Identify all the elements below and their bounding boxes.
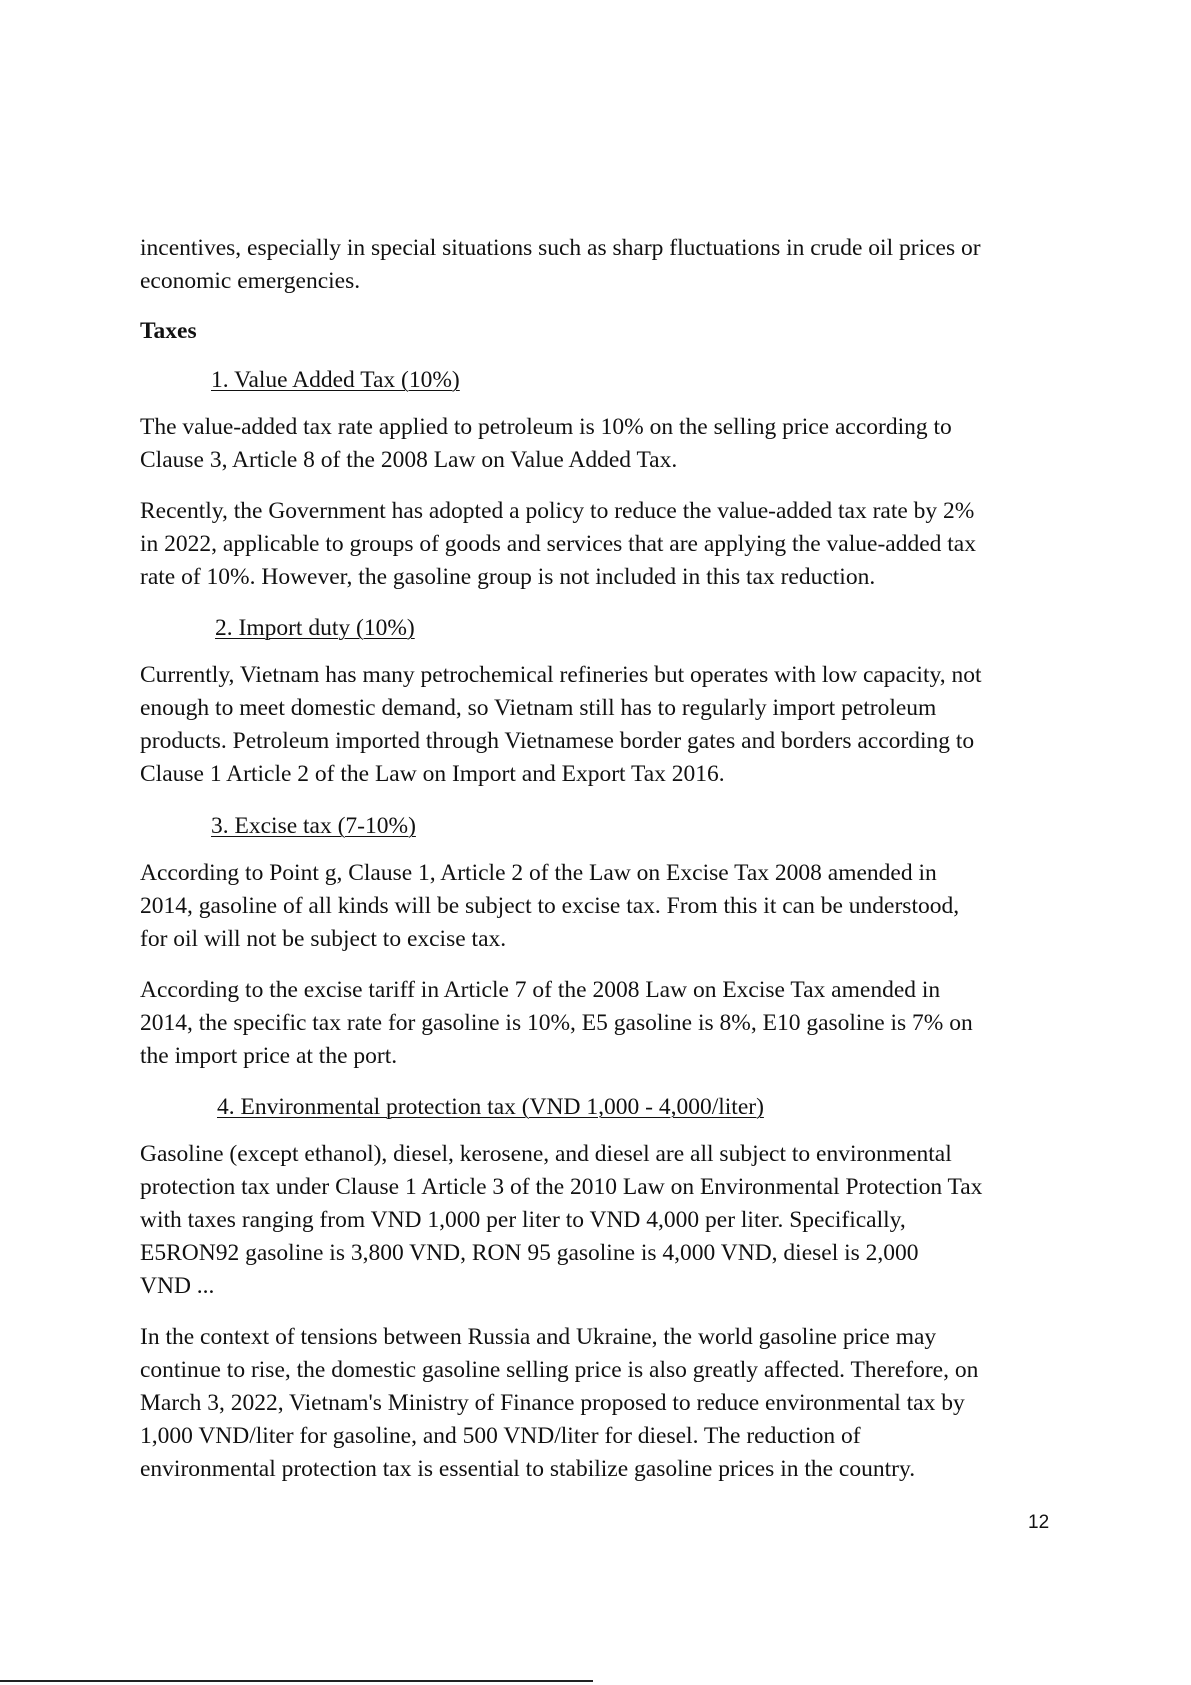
text-line: In the context of tensions between Russia and Ukraine, the world gasoline price may <box>140 1324 937 1350</box>
text-line: 1,000 VND/liter for gasoline, and 500 VND/liter for diesel. The reduction of <box>140 1423 861 1449</box>
text-line: Gasoline (except ethanol), diesel, kerosene, and diesel are all subject to environmental <box>140 1141 952 1167</box>
text-line: continue to rise, the domestic gasoline selling price is also greatly affected. Therefore, on <box>140 1357 979 1383</box>
text-line: incentives, especially in special situations such as sharp fluctuations in crude oil prices or <box>140 235 981 261</box>
subsection-heading-excise-tax: 3. Excise tax (7-10%) <box>211 813 416 839</box>
paragraph-import-duty <box>140 659 1070 791</box>
text-line: enough to meet domestic demand, so Vietnam still has to regularly import petroleum <box>140 695 937 721</box>
page-number: 12 <box>1028 1512 1050 1533</box>
text-line: The value-added tax rate applied to petroleum is 10% on the selling price according to <box>140 414 952 440</box>
text-line: environmental protection tax is essential to stabilize gasoline prices in the country. <box>140 1456 916 1482</box>
text-line: Clause 1 Article 2 of the Law on Import and Export Tax 2016. <box>140 761 725 787</box>
text-line: According to the excise tariff in Article 7 of the 2008 Law on Excise Tax amended in <box>140 977 941 1003</box>
subsection-heading-environmental-tax: 4. Environmental protection tax (VND 1,000 - 4,000/liter) <box>217 1094 764 1120</box>
text-line: According to Point g, Clause 1, Article 2 of the Law on Excise Tax 2008 amended in <box>140 860 937 886</box>
footer-divider <box>0 1680 593 1682</box>
text-line: in 2022, applicable to groups of goods and services that are applying the value-added tax <box>140 531 976 557</box>
section-title: Taxes <box>140 318 197 344</box>
paragraph-vat-rate <box>140 411 1070 477</box>
text-line: with taxes ranging from VND 1,000 per liter to VND 4,000 per liter. Specifically, <box>140 1207 906 1233</box>
text-line: products. Petroleum imported through Vietnamese border gates and borders according to <box>140 728 975 754</box>
intro-paragraph <box>140 232 1070 298</box>
text-line: rate of 10%. However, the gasoline group is not included in this tax reduction. <box>140 564 876 590</box>
paragraph-environmental-tax <box>140 1138 1070 1303</box>
text-line: the import price at the port. <box>140 1043 398 1069</box>
subsection-heading-import-duty: 2. Import duty (10%) <box>215 615 415 641</box>
text-line: economic emergencies. <box>140 268 361 294</box>
paragraph-environmental-reduction <box>140 1321 1070 1486</box>
paragraph-vat-reduction <box>140 495 1070 594</box>
text-line: 2014, gasoline of all kinds will be subject to excise tax. From this it can be understood, <box>140 893 960 919</box>
text-line: protection tax under Clause 1 Article 3 of the 2010 Law on Environmental Protection Tax <box>140 1174 983 1200</box>
text-line: E5RON92 gasoline is 3,800 VND, RON 95 gasoline is 4,000 VND, diesel is 2,000 <box>140 1240 919 1266</box>
text-line: Currently, Vietnam has many petrochemical refineries but operates with low capacity, not <box>140 662 982 688</box>
text-line: for oil will not be subject to excise tax. <box>140 926 507 952</box>
text-line: 2014, the specific tax rate for gasoline is 10%, E5 gasoline is 8%, E10 gasoline is 7% on <box>140 1010 973 1036</box>
paragraph-excise-rates <box>140 974 1070 1073</box>
text-line: Clause 3, Article 8 of the 2008 Law on Value Added Tax. <box>140 447 678 473</box>
text-line: March 3, 2022, Vietnam's Ministry of Finance proposed to reduce environmental tax by <box>140 1390 965 1416</box>
subsection-heading-vat: 1. Value Added Tax (10%) <box>211 367 460 393</box>
text-line: VND ... <box>140 1273 215 1299</box>
text-line: Recently, the Government has adopted a policy to reduce the value-added tax rate by 2% <box>140 498 975 524</box>
paragraph-excise-scope <box>140 857 1070 956</box>
